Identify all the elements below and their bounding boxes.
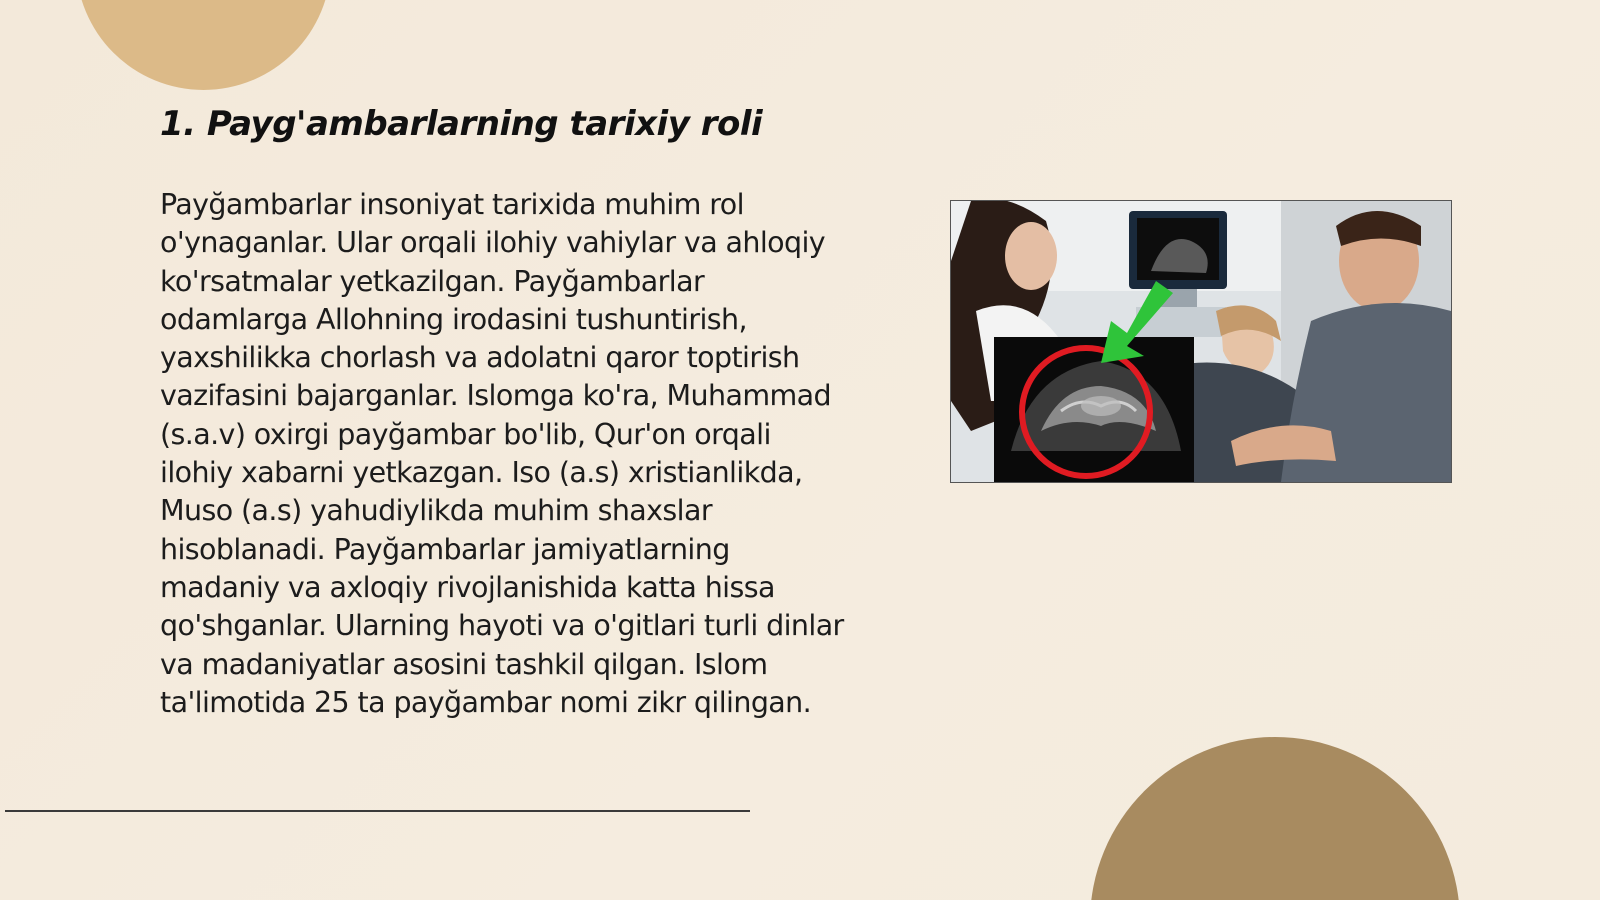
- decor-circle-top: [76, 0, 331, 90]
- ultrasound-photo: [950, 200, 1452, 483]
- divider-line: [5, 810, 750, 812]
- slide-body-text: Payğambarlar insoniyat tarixida muhim rol o'ynaganlar. Ular orqali ilohiy vahiylar va ahloqiy ko'rsatmalar yetkazilgan. Payğambarlar odamlarga Allohning irodasini tushuntirish, yaxshilikka chorlash va adolatni qaror toptirish vazifasini bajarganlar. Islomga ko'ra, Muhammad (s.a.v) oxirgi payğambar bo'lib, Qur'on orqali ilohiy xabarni yetkazgan. Iso (a.s) xristianlikda, Muso (a.s) yahudiylikda muhim shaxslar hisoblanadi. Payğambarlar jamiyatlarning madaniy va axloqiy rivojlanishida katta hissa qo'shganlar. Ularning hayoti va o'gitlari turli dinlar va madaniyatlar asosini tashkil qilgan. Islom ta'limotida 25 ta payğambar nomi zikr qilingan.: [160, 188, 844, 719]
- decor-circle-bottom: [1090, 737, 1460, 900]
- slide-title: 1. Payg'ambarlarning tarixiy roli: [160, 104, 763, 144]
- ultrasound-inset: [994, 337, 1194, 482]
